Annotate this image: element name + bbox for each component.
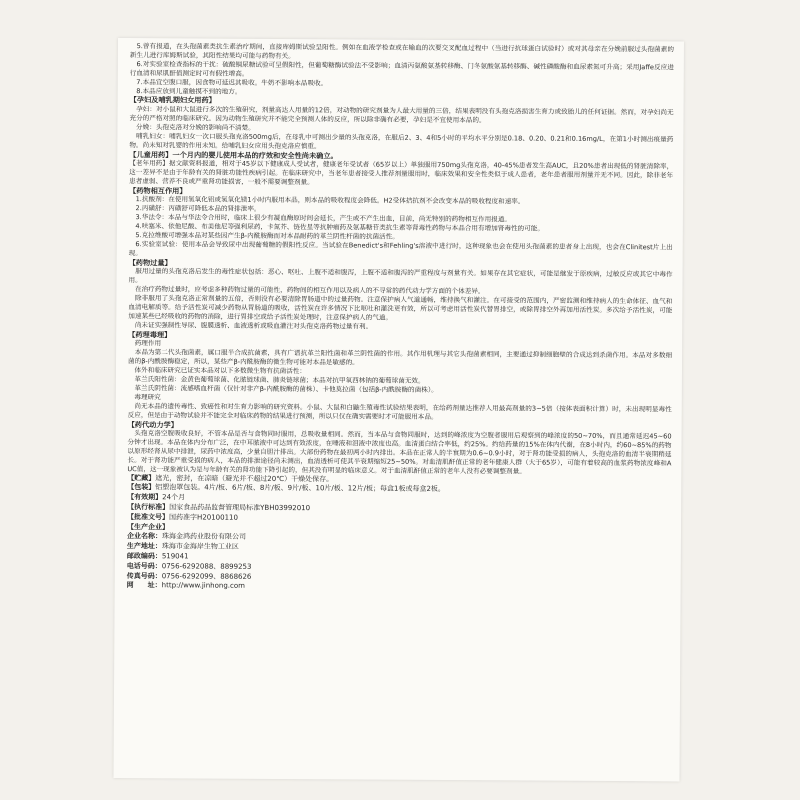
paragraph: 分娩：头孢克洛对分娩的影响尚不清楚。	[129, 122, 255, 132]
paragraph: 1.抗酸剂：在使用氢氧化铝或氢氧化镁1小时内服用本品，则本品的吸收程度会降低。H2受体拮抗剂不会改变本品的吸收程度和速率。	[128, 195, 525, 206]
info-value: 0756-6292088、8899253	[161, 562, 252, 571]
info-value: 国家食品药品监督管理局标准YBH03992010	[169, 503, 311, 513]
info-label: 传真号码：	[126, 571, 162, 580]
info-value: 铝塑泡罩包装。4片/板、6片/板、8片/板、9片/板、10片/板、12片/板；每盒1板或每盒2板。	[155, 483, 445, 494]
section-heading: 【药理毒理】	[128, 329, 172, 340]
paragraph: 6.对实验室检查指标的干扰：硫酸铜尿糖试验可呈假阳性，但葡萄糖酶试验法不受影响；血清丙氨酸氨基转移酶、门冬氨酸氨基转移酶、碱性磷酸酶和血尿素氮可升高；采用Jaffe反应进行血清和尿肌酐值测定时可有假性增高。	[129, 59, 674, 78]
section-heading: 【药物相互作用】	[129, 185, 187, 196]
section-heading: 【孕妇及哺乳期妇女用药】	[129, 95, 216, 106]
paragraph: 服用过量的头孢克洛后发生的毒性症状包括：恶心、呕吐、上腹不适和腹泻，上腹不适和腹泻的严重程度与剂量有关。如果存在其它症状，可能是继发于原疾病，过敏反应或其它中毒作用。	[128, 267, 673, 285]
info-label: 生产地址：	[126, 542, 162, 551]
paragraph: 尚未证实强制性导尿、腹膜透析、血液透析或吸血灌注对头孢克洛药物过量有利。	[128, 320, 373, 331]
leaflet-text	[115, 38, 684, 595]
paragraph: 孕妇：对小鼠和大鼠进行多次的生殖研究，剂量高达人用量的12倍，对动物的研究剂量为人最大用量的三倍，结果表明没有头孢克洛损害生育力或致胎儿的任何证据。然而，对孕妇尚无充分的严格对照的临床研究。因为动物生殖研究并不能完全预测人体的反应，所以除非确有必要，孕妇是不宜使用本品的。	[129, 105, 674, 125]
paragraph: 6.实验室试验：使用本品会导致尿中出现葡萄糖的假阳性反应。当试验在Benedict's和Fehling's溶液中进行时，这种现象也会在使用头孢菌素的患者身上出现，也会在Clinitest片上出现。	[128, 240, 673, 258]
paragraph: 5.克拉维酸可增强本品对某些因产生β-内酰胺酶而对本品耐药的革兰阴性杆菌的抗菌活性。	[128, 231, 399, 241]
paragraph: 体外和临床研究已证实本品对以下多数微生物有抗菌活性：	[127, 366, 307, 376]
section-heading: 【儿童用药】一个月内的婴儿使用本品的疗效和安全性尚未确立。	[129, 149, 338, 160]
paragraph: 尚无本品的遗传毒性、致癌性和对生育力影响的研究资料。小鼠、大鼠和白鼬生殖毒性试验结果表明，在给药剂量达推荐人用最高剂量的3~5倍（按体表面积计算）时，未出现明显毒性反应，但是由于动物试验并不能完全对临床药物的结果进行预测，所以只仅在确实需要时才可能服用本品。	[127, 401, 672, 421]
section-heading: 【药代动力学】	[127, 419, 178, 429]
paragraph: 4.呋塞米、依他尼酸、布美他尼等强利尿药，卡氮芥、链佐星等抗肿瘤药及氨基糖苷类抗生素等肾毒性药物与本品合用有增加肾毒性的可能。	[128, 222, 544, 233]
info-value: 0756-6292099、8868626	[161, 571, 252, 581]
info-value: 遮光，密封，在凉暗（避光并不超过20℃）干燥处保存。	[155, 473, 334, 483]
paragraph: 药理作用	[128, 339, 162, 348]
info-label: 【执行标准】	[127, 503, 170, 512]
paragraph: 8.本品应放到儿童触摸不到的地方。	[129, 86, 242, 96]
paragraph: 革兰氏阳性菌：金黄色葡萄球菌、化脓链球菌、肺炎链球菌；本品对抗甲氧西林钠的葡萄球菌无效。	[127, 375, 425, 385]
paragraph: 革兰氏阴性菌：流感嗜血杆菌（仅针对非产β-内酰胺酶的菌株）、卡他莫拉菌（包括β-内酰胺酶的菌株）。	[127, 383, 438, 394]
info-label: 【包装】	[127, 483, 156, 492]
info-label: 【生产企业】	[126, 522, 170, 531]
info-line	[127, 581, 671, 594]
info-label: 电话号码：	[126, 561, 162, 571]
info-label: 【贮藏】	[127, 473, 156, 482]
info-value: 国药准字H20100110	[169, 513, 239, 522]
paragraph: 2.丙磺舒：丙磺舒可降低本品的肾排泄率。	[128, 204, 261, 214]
paragraph: 哺乳妇女：哺乳妇女一次口服头孢克洛500mg后，在母乳中可测出少量的头孢克洛，在服后2、3、4和5小时的平均水平分别是0.18、0.20、0.21和0.16mg/L，在第1小时测出痕量药物。尚未知对乳婴的作用未知。给哺乳妇女应用头孢克洛应慎重。	[129, 131, 674, 150]
paragraph: 5.曾有报道，在头孢菌素类抗生素治疗期间，直接库姆斯试验呈阳性。例如在血液学检查或在输血的次要交叉配血过程中（当进行抗球蛋白试验时）或对其母亲在分娩前服过头孢菌素的新生儿进行库姆斯试验，其阳性结果均可能与药物有关。	[129, 42, 674, 60]
info-label: 网 址：	[126, 581, 162, 590]
paragraph: 【老年用药】据文献资料报道，相对于45岁以下健康成人受试者，健康老年受试者（65岁以上）单独服用750mg头孢克洛，40-45%患者发生高AUC，且20%患者出现低的肾脏清除率，这一差异不是由于年龄有关的肾脏功能性疾病引起。在临床研究中，当老年患者接受人推荐剂量服用时，临床效果和安全性类似于成人患者，老年患者服用剂量并无不同。因此，除非老年患者虚弱、营养不良或严重肾功能损害，一般不需要调整剂量。	[129, 159, 674, 187]
info-label: 【批准文号】	[127, 512, 170, 522]
leaflet-page	[113, 38, 684, 781]
paragraph: 毒理研究	[127, 392, 161, 402]
info-value: http://www.jinhong.com	[161, 581, 245, 591]
info-value: 24个月	[162, 493, 186, 502]
paragraph: 除非服用了头孢克洛正常剂量的五倍，否则没有必要清除胃肠道中的过量药物。注意保护病人气道通畅，维持换气和灌注。在可接受的范围内，严密监测和维持病人的生命体征、血气和血清电解质等。给予活性炭可减少药物从胃肠道的吸收，活性炭在许多情况下比呕吐和灌洗更有效，所以可考虑用活性炭代替胃排空，或除胃排空外再加用活性炭。多次给予活性炭，可能加速某些已经吸收的药物的消除，进行胃排空或给予活性炭处理时，注意保护病人的气道。	[128, 294, 673, 322]
paragraph: 本品为第二代头孢菌素，属口服半合成抗菌素，具有广谱抗革兰阳性菌和革兰阴性菌的作用。其作用机理与其它头孢菌素相同，主要通过抑制细胞壁的合成达到杀菌作用。本品对多数细菌的β-内酰胺酶稳定，所以，某些产β-内酰胺酶的微生物可能对本品是敏感的。	[128, 348, 673, 367]
paragraph: 头孢克洛空腹吸收良好，不管本品是否与食物同时服用，总吸收量相同。然而，当本品与食物同服时，达到的峰浓度为空腹者服用后观察到的峰浓度的50~70%，而且通常延迟45~60分钟才出现。本品在体内分布广泛，在中耳脓液中可达到有效浓度，在唾液和泪液中浓度也高。血清蛋白结合率低，约25%。约给药量的15%在体内代谢，在8小时内，约60~85%的药物以原形经肾从尿中排泄，尿药中浓度高，少量自胆汁排出。大部份药物在最初两小时内排出。本品在正常人的半衰期为0.6~0.9小时，对于肾功能受损的病人，头孢克洛的血清半衰期稍延长。对于肾功能严重受损的病人，本品的排泄途径尚未测出，血清透析可使其半衰期缩短25~50%。对血清肌酐值正常的老年健康人群（大于65岁），可能有着较高的血浆药物浓度峰和AUC值，这一现象被认为是与年龄有关的肾功能下降引起的，但其没有明显的临床意义。对于血清肌酐值正常的老年人没有必要调整剂量。	[127, 429, 672, 476]
info-label: 邮政编码：	[126, 552, 162, 561]
info-value: 珠海金鸿药业股份有限公司	[161, 532, 246, 542]
info-label: 企业名称：	[126, 532, 162, 541]
paragraph: 7.本品宜空腹口服，因食物可延迟其吸收。牛奶不影响本品吸收。	[129, 77, 328, 87]
paragraph: 3.华法令：本品与华法令合用时，临床上很少有凝血酶原时间会延长，产生或不产生出血，目前，尚无特别的药物相互作用报道。	[128, 213, 512, 224]
info-label: 【有效期】	[127, 493, 163, 502]
section-heading: 【药物过量】	[128, 257, 172, 268]
info-value: 珠海市金海岸生物工业区	[161, 542, 239, 551]
info-value: 519041	[161, 552, 189, 561]
paragraph: 在治疗药物过量时，应考虑多种药物过量的可能性，药物间的相互作用以及病人的不寻常的药代动力学方面的个体差异。	[128, 285, 485, 296]
